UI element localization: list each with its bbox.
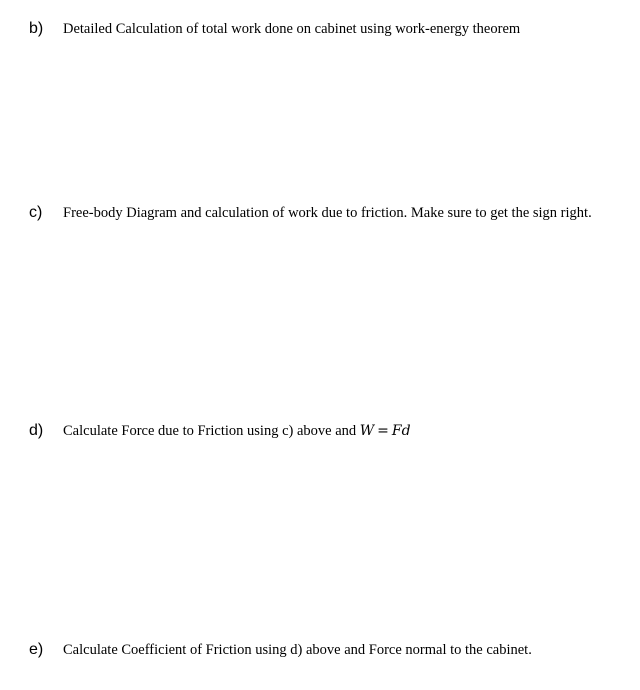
question-e-label: e) bbox=[29, 641, 44, 658]
question-c-label: c) bbox=[29, 204, 43, 221]
question-d-label: d) bbox=[29, 422, 44, 439]
equation-operator: = bbox=[377, 423, 389, 439]
question-d-text: Calculate Force due to Friction using c) above and bbox=[63, 423, 357, 439]
question-b-label: b) bbox=[29, 20, 44, 37]
equation-lhs: W bbox=[359, 423, 375, 439]
equation-rhs: Fd bbox=[391, 423, 411, 439]
question-c-text: Free-body Diagram and calculation of work due to friction. Make sure to get the sign right. bbox=[63, 205, 592, 221]
work-equation bbox=[360, 423, 411, 439]
question-d-text-block bbox=[63, 423, 613, 439]
question-e-text: Calculate Coefficient of Friction using d) above and Force normal to the cabinet. bbox=[63, 642, 532, 658]
question-b-text: Detailed Calculation of total work done on cabinet using work-energy theorem bbox=[63, 21, 521, 37]
